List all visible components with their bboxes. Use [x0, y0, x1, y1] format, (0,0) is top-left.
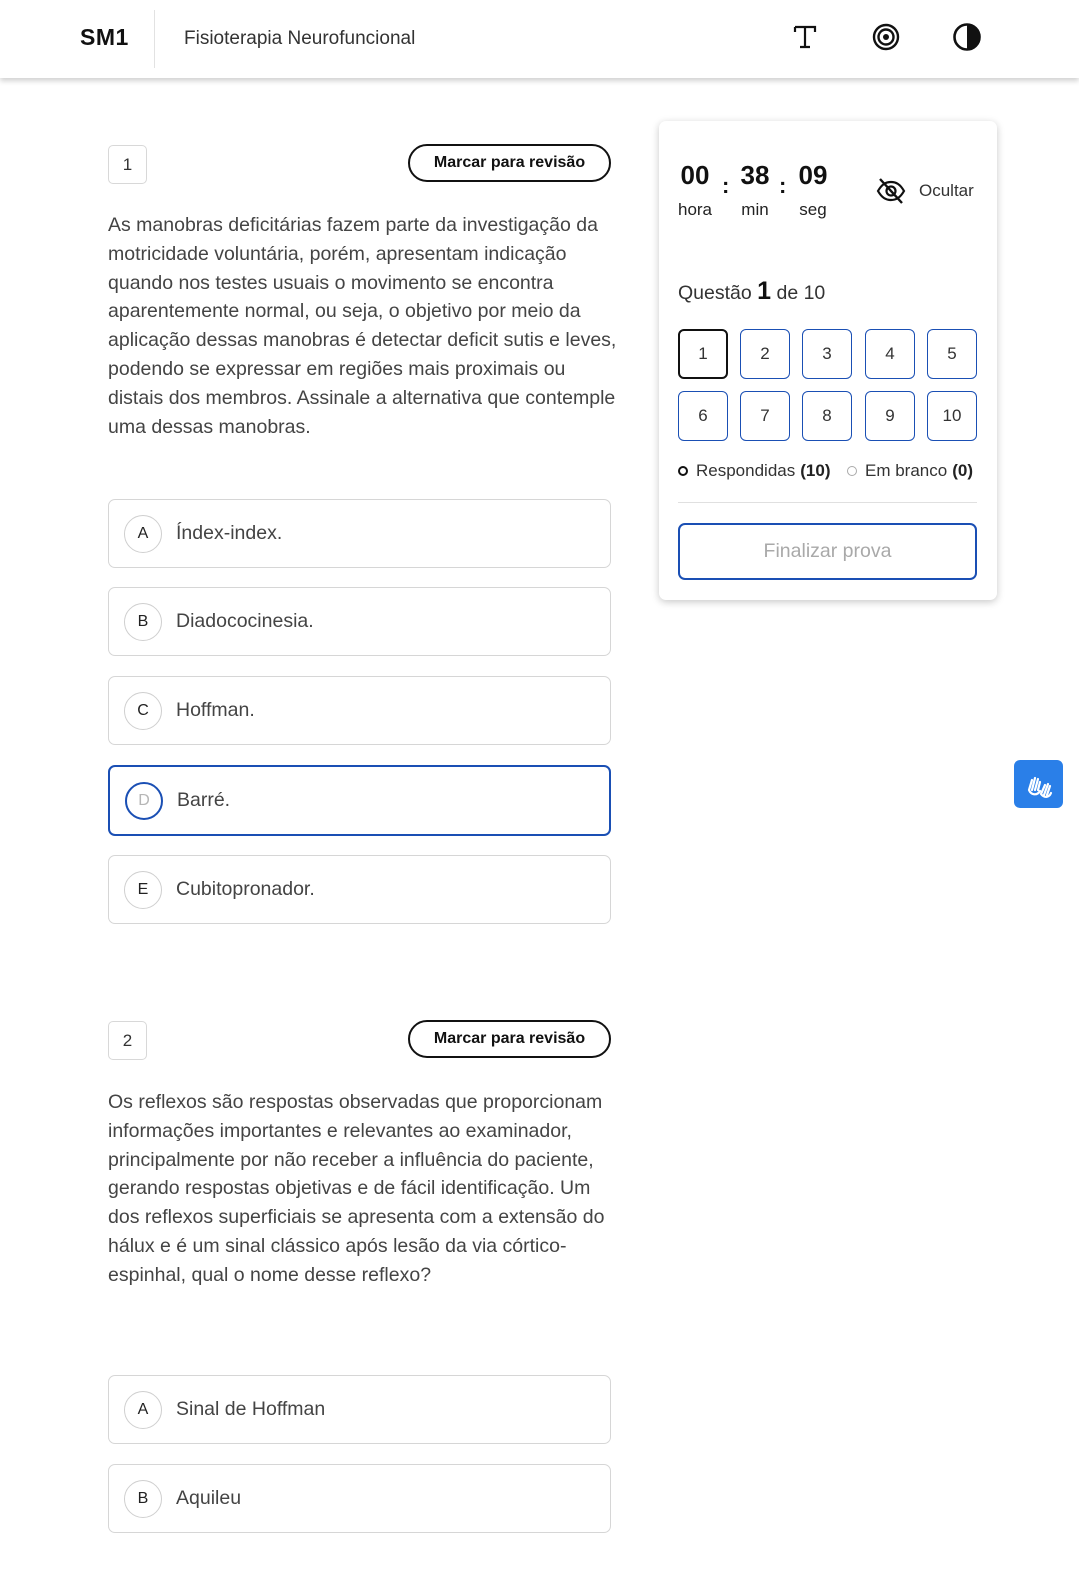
legend-blank [847, 461, 973, 481]
option-c[interactable] [108, 676, 611, 745]
contrast-icon[interactable] [950, 20, 984, 54]
question-nav-9[interactable]: 9 [865, 391, 915, 441]
timer-hours: 00 [680, 160, 710, 190]
option-text: Hoffman. [176, 699, 255, 721]
answered-label: Respondidas [696, 461, 796, 480]
question-nav-1[interactable]: 1 [678, 329, 728, 379]
question-text: As manobras deficitárias fazem parte da investigação da motricidade voluntária, porém, apresentam indicação quando nos testes usuais o movimento se encontra aparentemente normal, ou seja, o objetivo por meio da aplicação dessas manobras é detectar deficit sutis e leves, podendo se expressar em regiões mais proximais ou distais dos membros. Assinale a alternativa que contemple uma dessas manobras. [108, 214, 617, 438]
timer-separator: : [722, 173, 730, 198]
option-letter: D [125, 782, 163, 820]
option-e[interactable] [108, 855, 611, 924]
current-question: 1 [757, 277, 772, 305]
legend-answered [678, 461, 830, 481]
question-text: Os reflexos são respostas observadas que proporcionam informações importantes e relevantes ao examinador, principalmente por não receber a influência do paciente, gerando respostas objetivas e de fácil identificação. Um dos reflexos superficiais se apresenta com a extensão do hálux e é um sinal clássico após lesão da via córtico-espinhal, qual o nome desse reflexo? [108, 1091, 605, 1286]
answered-count: (10) [800, 461, 831, 480]
option-text: Sinal de Hoffman [176, 1398, 326, 1420]
option-a[interactable] [108, 1375, 611, 1444]
option-letter: B [124, 1480, 162, 1518]
hide-timer-label: Ocultar [919, 181, 974, 200]
font-size-icon[interactable] [788, 20, 822, 54]
focus-target-icon[interactable] [869, 20, 903, 54]
option-letter: A [124, 515, 162, 553]
mark-review-button[interactable]: Marcar para revisão [408, 144, 611, 182]
sign-language-hands-icon [1023, 768, 1055, 800]
mark-review-button[interactable]: Marcar para revisão [408, 1020, 611, 1058]
option-text: Cubitopronador. [176, 878, 315, 900]
option-d-selected[interactable] [108, 765, 611, 836]
panel-divider [678, 502, 977, 503]
option-text: Índex-index. [176, 522, 283, 544]
option-b[interactable] [108, 587, 611, 656]
question-nav-7[interactable]: 7 [740, 391, 790, 441]
question-nav-8[interactable]: 8 [802, 391, 852, 441]
question-number: 1 [108, 145, 147, 184]
eye-off-icon [875, 175, 907, 207]
exam-status-panel [659, 121, 997, 600]
question-nav-3[interactable]: 3 [802, 329, 852, 379]
question-nav-4[interactable]: 4 [865, 329, 915, 379]
question-nav-5[interactable]: 5 [927, 329, 977, 379]
question-number: 2 [108, 1021, 147, 1060]
option-letter: C [124, 692, 162, 730]
timer-minutes: 38 [740, 160, 770, 190]
question-nav-10[interactable]: 10 [927, 391, 977, 441]
timer-minutes-label: min [741, 200, 769, 219]
option-text: Diadococinesia. [176, 610, 314, 632]
timer-seconds-label: seg [799, 200, 827, 219]
question-counter [678, 277, 825, 306]
question-counter-suffix: de 10 [776, 282, 826, 304]
option-text: Barré. [177, 789, 231, 811]
blank-count: (0) [952, 461, 973, 480]
finish-exam-button[interactable]: Finalizar prova [678, 523, 977, 580]
brand-logo[interactable]: SM1 [80, 24, 129, 50]
top-header [0, 0, 1079, 78]
option-b[interactable] [108, 1464, 611, 1533]
hide-timer-button[interactable] [875, 175, 974, 207]
option-a[interactable] [108, 499, 611, 568]
question-nav-2[interactable]: 2 [740, 329, 790, 379]
timer-hours-label: hora [677, 200, 713, 219]
question-nav-6[interactable]: 6 [678, 391, 728, 441]
answered-dot-icon [678, 466, 688, 476]
timer-separator: : [779, 173, 787, 198]
option-text: Aquileu [176, 1487, 242, 1509]
sign-language-button[interactable] [1014, 760, 1063, 808]
question-counter-prefix: Questão [678, 282, 752, 304]
option-letter: A [124, 1391, 162, 1429]
option-letter: B [124, 603, 162, 641]
course-title: Fisioterapia Neurofuncional [184, 28, 416, 49]
blank-label: Em branco [865, 461, 948, 480]
option-letter: E [124, 871, 162, 909]
timer-seconds: 09 [798, 160, 828, 190]
blank-dot-icon [847, 466, 857, 476]
header-divider [154, 10, 155, 68]
